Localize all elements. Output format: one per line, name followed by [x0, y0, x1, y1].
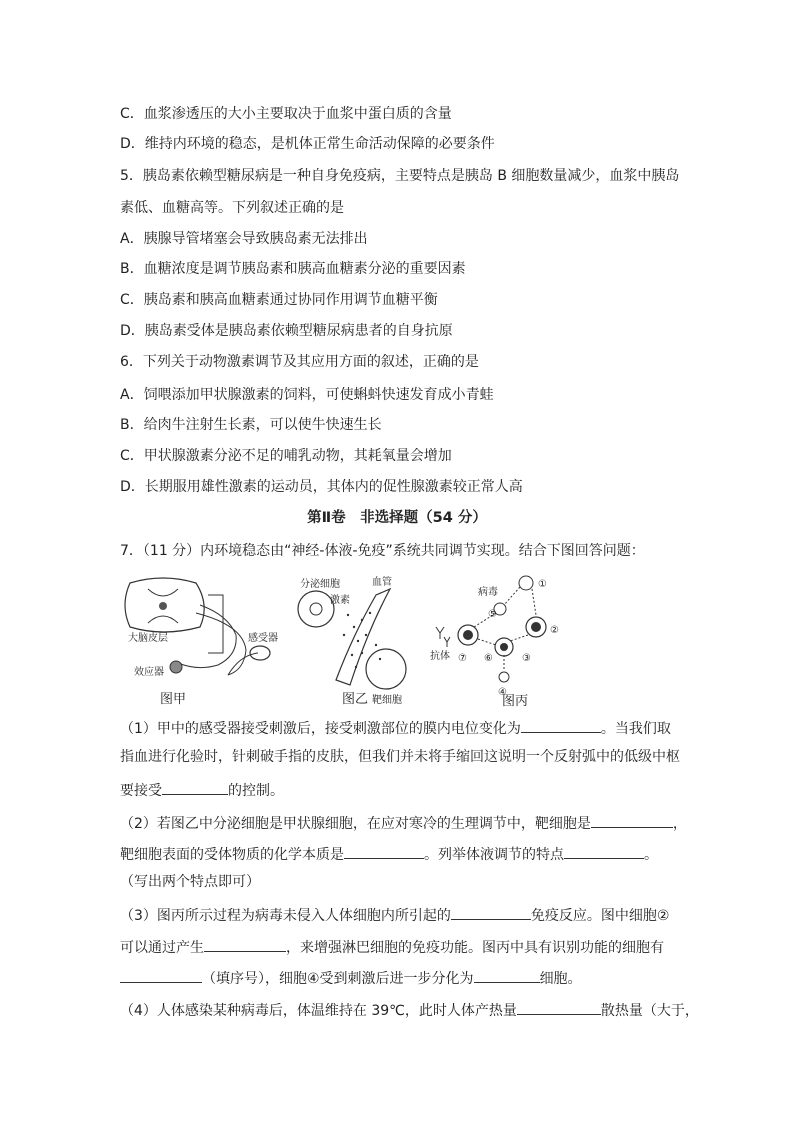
bing-num-7: ⑦ [458, 653, 467, 664]
q6-option-a: A．饲喂添加甲状腺激素的饲料，可使蝌蚪快速发育成小青蛙 [120, 387, 494, 403]
q7-part1-line3 [120, 779, 284, 801]
bing-num-6: ⑥ [484, 653, 493, 664]
bing-num-5: ⑤ [488, 609, 497, 620]
q7-part3-text-a: （3）图丙所示过程为病毒未侵入人体细胞内所引起的 [120, 908, 451, 924]
q7-part2-text-b: ， [672, 816, 687, 832]
q5-option-c: C．胰岛素和胰高血糖素通过协同作用调节血糖平衡 [120, 292, 438, 308]
q4-option-c: C．血浆渗透压的大小主要取决于血浆中蛋白质的含量 [120, 106, 452, 122]
q7-part3-text-b: 免疫反应。图中细胞② [530, 908, 670, 924]
bing-num-2: ② [550, 625, 559, 636]
q7-part2-text-c: 靶细胞表面的受体物质的化学本质是 [120, 847, 344, 863]
figure-jia-drawing [125, 578, 278, 678]
q7-answer-blank-2[interactable] [162, 779, 228, 795]
yi-target-cell-text: 靶细胞 [372, 695, 402, 706]
q5-option-b: B．血糖浓度是调节胰岛素和胰高血糖素分泌的重要因素 [120, 261, 466, 277]
q7-part2-text-a: （2）若图乙中分泌细胞是甲状腺细胞，在应对寒冷的生理调节中，靶细胞是 [120, 816, 591, 832]
jia-effector-text: 效应器 [134, 667, 164, 678]
q7-part2-text-d: 。列举体液调节的特点 [424, 847, 564, 863]
q7-part1-line1 [120, 717, 671, 739]
q6-option-b: B．给肉牛注射生长素，可以使牛快速生长 [120, 417, 382, 433]
q7-part3-text-e: （填序号），细胞④受到刺激后进一步分化为 [202, 971, 474, 987]
yi-hormone-text: 激素 [330, 595, 350, 606]
q5-stem-line-2: 素低、血糖高等。下列叙述正确的是 [120, 200, 344, 216]
q7-part3-text-f: 细胞。 [539, 971, 582, 987]
jia-cortex-text: 大脑皮层 [128, 633, 168, 644]
section-title: 第Ⅱ卷 非选择题（54 分） [307, 510, 487, 526]
q7-part2-line3: （写出两个特点即可） [120, 874, 260, 890]
q7-part3-text-c: 可以通过产生 [120, 940, 204, 956]
q7-answer-blank-5[interactable] [564, 843, 644, 859]
q6-option-d: D．长期服用雄性激素的运动员，其体内的促性腺激素较正常人高 [120, 479, 523, 495]
q7-stem: 7．（11 分）内环境稳态由“神经-体液-免疫”系统共同调节实现。结合下图回答问题： [120, 543, 645, 559]
q7-answer-blank-9[interactable] [474, 967, 540, 983]
q7-answer-blank-7[interactable] [204, 936, 286, 952]
q7-part4-text-b: 散热量（大于， [600, 1003, 699, 1019]
figure-jia-label: 图甲 [160, 692, 187, 707]
q7-part1-text-a: （1）甲中的感受器接受刺激后，接受刺激部位的膜内电位变化为 [120, 721, 521, 737]
yi-secretory-cell-text: 分泌细胞 [300, 579, 340, 590]
q7-answer-blank-6[interactable] [451, 904, 531, 920]
q7-answer-blank-3[interactable] [591, 812, 673, 828]
q4-option-d: D．维持内环境的稳态，是机体正常生命活动保障的必要条件 [120, 136, 495, 152]
bing-virus-text: 病毒 [478, 587, 498, 598]
q5-option-a: A．胰腺导管堵塞会导致胰岛素无法排出 [120, 231, 368, 247]
q6-option-c: C．甲状腺激素分泌不足的哺乳动物，其耗氧量会增加 [120, 448, 452, 464]
q7-answer-blank-10[interactable] [517, 999, 601, 1015]
q7-part2-text-e: 。 [644, 847, 658, 863]
q7-figure-svg [118, 575, 658, 707]
q7-part4-line1 [120, 999, 699, 1021]
bing-antibody-text: 抗体 [430, 651, 450, 662]
q7-part1-text-b: 。当我们取 [600, 721, 671, 737]
q5-option-d: D．胰岛素受体是胰岛素依赖型糖尿病患者的自身抗原 [120, 323, 453, 339]
q7-part3-text-d: ，来增强淋巴细胞的免疫功能。图丙中具有识别功能的细胞有 [286, 940, 664, 956]
q7-part3-line2 [120, 936, 664, 958]
q7-part1-line2: 指血进行化验时，针刺破手指的皮肤，但我们并未将手缩回这说明一个反射弧中的低级中枢 [120, 749, 680, 765]
figure-bing-drawing [430, 576, 559, 698]
bing-num-3: ③ [522, 653, 531, 664]
yi-vessel-text: 血管 [372, 577, 392, 588]
q7-answer-blank-4[interactable] [344, 843, 424, 859]
bing-num-4: ④ [498, 687, 507, 698]
figure-yi-label: 图乙 [342, 692, 369, 707]
q7-part4-text-a: （4）人体感染某种病毒后，体温维持在 39℃，此时人体产热量 [120, 1003, 517, 1019]
figure-bing-label: 图丙 [502, 694, 529, 709]
jia-receptor-text: 感受器 [248, 633, 278, 644]
q7-part3-line3 [120, 967, 582, 989]
q7-part3-line1 [120, 904, 669, 926]
q7-part1-text-e: 的控制。 [228, 783, 284, 799]
q5-stem-line-1: 5．胰岛素依赖型糖尿病是一种自身免疫病，主要特点是胰岛 B 细胞数量减少，血浆中胰岛 [120, 168, 680, 184]
q7-part2-line1 [120, 812, 687, 834]
q7-figure [118, 575, 658, 707]
q7-part1-text-d: 要接受 [120, 783, 162, 799]
q6-stem: 6．下列关于动物激素调节及其应用方面的叙述，正确的是 [120, 354, 479, 370]
q7-answer-blank-8[interactable] [120, 967, 202, 983]
q7-part2-line2 [120, 843, 658, 865]
figure-yi-drawing [298, 575, 406, 706]
q7-answer-blank-1[interactable] [521, 717, 601, 733]
bing-num-1: ① [538, 579, 547, 590]
